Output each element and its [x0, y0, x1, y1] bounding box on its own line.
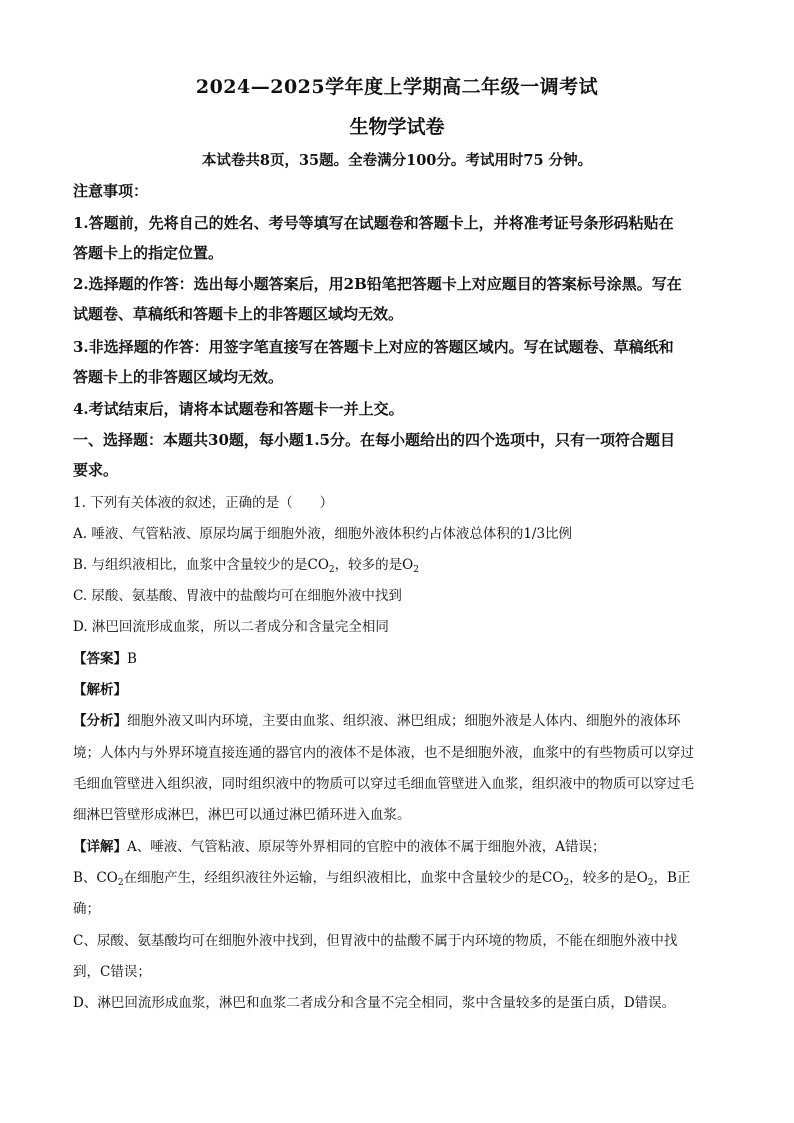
- fenxi-tag: 【分析】: [73, 713, 127, 729]
- xiangjie-line-c2: 到，C错误；: [73, 964, 151, 980]
- exam-info: 本试卷共8页，35题。全卷满分100分。考试用时75 分钟。: [201, 152, 593, 169]
- exam-title: 2024—2025学年度上学期高二年级一调考试: [195, 76, 599, 98]
- answer-line: [73, 644, 733, 675]
- answer-tag: 【答案】: [73, 651, 127, 667]
- section-heading-line-2: 要求。: [73, 461, 119, 479]
- note-4: 4.考试结束后，请将本试题卷和答题卡一并上交。: [73, 400, 404, 418]
- option-a: A. 唾液、气管粘液、原尿均属于细胞外液，细胞外液体积约占体液总体积的1/3比例: [73, 526, 573, 542]
- question-stem: 1. 下列有关体液的叙述，正确的是（ ）: [73, 495, 334, 511]
- note-1-line-1: 1.答题前，先将自己的姓名、考号等填写在试题卷和答题卡上，并将准考证号条形码粘贴在: [73, 214, 674, 232]
- answer-value: B: [127, 651, 137, 667]
- note-2-line-2: 试题卷、草稿纸和答题卡上的非答题区域均无效。: [73, 305, 404, 323]
- xiangjie-tag: 【详解】: [73, 839, 127, 855]
- option-d: D. 淋巴回流形成血浆，所以二者成分和含量完全相同: [73, 619, 389, 635]
- xiangjie-line-c1: C、尿酸、氨基酸均可在细胞外液中找到，但胃液中的盐酸不属于内环境的物质，不能在细胞外液中找: [73, 933, 678, 949]
- fenxi-line-1: 【分析】细胞外液又叫内环境，主要由血浆、组织液、淋巴组成；细胞外液是人体内、细胞外的液体环: [73, 713, 681, 729]
- fenxi-line-4: 细淋巴管壁形成淋巴，淋巴可以通过淋巴循环进入血浆。: [73, 807, 411, 823]
- xiangjie-line-a: 【详解】A、唾液、气管粘液、原尿等外界相同的官腔中的液体不属于细胞外液，A错误；: [73, 839, 606, 855]
- note-3-line-1: 3.非选择题的作答：用签字笔直接写在答题卡上对应的答题区域内。写在试题卷、草稿纸和: [73, 338, 674, 356]
- xiangjie-line-b2: 确；: [73, 901, 100, 917]
- fenxi-line-3: 毛细血管壁进入组织液，同时组织液中的物质可以穿过毛细血管壁进入血浆，组织液中的物质可以穿过毛: [73, 776, 694, 792]
- note-2-line-1: 2.选择题的作答：选出每小题答案后，用2B铅笔把答题卡上对应题目的答案标号涂黑。写在: [73, 275, 682, 293]
- xiangjie-line-b1: B、$CO_2$在细胞产生，经组织液往外运输，与组织液相比，血浆中含量较少的是$CO_2$，较多的是$O_2$，B正: [73, 870, 691, 888]
- notes-heading: 注意事项：: [73, 182, 149, 200]
- note-3-line-2: 答题卡上的非答题区域均无效。: [73, 368, 284, 386]
- subject-title: 生物学试卷: [349, 116, 445, 138]
- section-heading-line-1: 一、选择题：本题共30题，每小题1.5分。在每小题给出的四个选项中，只有一项符合题目: [73, 431, 675, 449]
- option-c: C. 尿酸、氨基酸、胃液中的盐酸均可在细胞外液中找到: [73, 588, 402, 604]
- xiangjie-line-d: D、淋巴回流形成血浆，淋巴和血浆二者成分和含量不完全相同，浆中含量较多的是蛋白质，D错误。: [73, 995, 676, 1011]
- note-1-line-2: 答题卡上的指定位置。: [73, 244, 224, 262]
- option-b: B. 与组织液相比，血浆中含量较少的是$CO_2$，较多的是$O_2$: [73, 557, 419, 575]
- analysis-tag: 【解析】: [73, 682, 127, 698]
- fenxi-line-2: 境；人体内与外界环境直接连通的器官内的液体不是体液，也不是细胞外液，血浆中的有些物质可以穿过: [73, 745, 694, 761]
